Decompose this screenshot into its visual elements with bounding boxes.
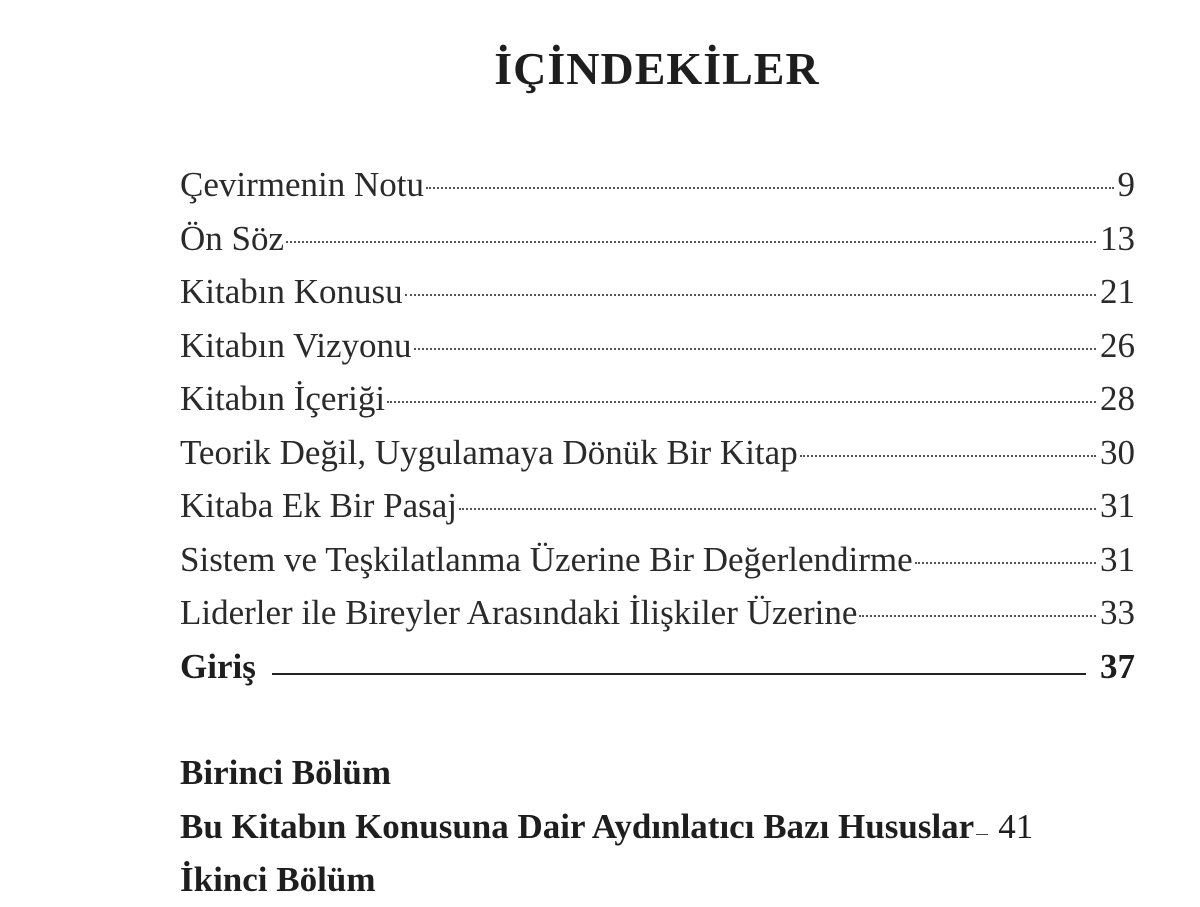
dot-leader xyxy=(459,508,1096,510)
toc-entry xyxy=(180,158,1135,212)
dot-leader xyxy=(859,615,1096,617)
dot-leader xyxy=(387,401,1096,403)
dot-leader xyxy=(405,294,1096,296)
toc-entry-intro xyxy=(180,640,1135,694)
toc-entry-page: 37 xyxy=(1100,646,1135,686)
dot-leader xyxy=(414,348,1096,350)
toc-entry-chapter xyxy=(180,800,1135,854)
toc-entry-page: 31 xyxy=(1100,486,1135,525)
toc-entry-label: Kitabın Konusu xyxy=(180,272,403,311)
toc-entry-page: 26 xyxy=(1100,325,1135,365)
toc-entry-page: 28 xyxy=(1100,379,1135,418)
line-leader xyxy=(976,834,988,835)
toc-entry-page: 9 xyxy=(1117,165,1135,204)
toc-entry-page: 33 xyxy=(1100,593,1135,632)
toc-entry xyxy=(180,479,1135,533)
toc-entry-page: 31 xyxy=(1100,539,1135,579)
toc-entry xyxy=(180,426,1135,480)
toc-entry-page: 41 xyxy=(998,806,1034,846)
toc-entry xyxy=(180,212,1135,266)
dot-leader xyxy=(915,562,1096,564)
toc-entry-label: Kitaba Ek Bir Pasaj xyxy=(180,486,458,525)
toc-entry-label: Giriş xyxy=(180,646,256,686)
toc-entry-label: Sistem ve Teşkilatlanma Üzerine Bir Değerlendirme xyxy=(180,539,913,579)
line-leader xyxy=(272,673,1086,675)
toc-entry-label: Kitabın Vizyonu xyxy=(180,325,412,365)
toc-entry xyxy=(180,586,1135,640)
toc-entry xyxy=(180,533,1135,587)
toc-entry-label: Çevirmenin Notu xyxy=(180,165,424,204)
toc-entry-label: Teorik Değil, Uygulamaya Dönük Bir Kitap xyxy=(180,432,798,472)
dot-leader xyxy=(800,455,1096,457)
toc-entry xyxy=(180,319,1135,373)
toc-entry-label: Liderler ile Bireyler Arasındaki İlişkiler Üzerine xyxy=(180,593,858,632)
page-title: İÇİNDEKİLER xyxy=(494,43,820,94)
section-spacer xyxy=(180,693,1135,746)
dot-leader xyxy=(286,241,1096,243)
table-of-contents xyxy=(180,158,1135,907)
chapter-heading: Birinci Bölüm xyxy=(180,753,391,792)
toc-entry-label: Kitabın İçeriği xyxy=(180,379,386,418)
toc-entry xyxy=(180,372,1135,426)
toc-entry-label: Bu Kitabın Konusuna Dair Aydınlatıcı Bazı Hususlar xyxy=(180,806,975,846)
chapter-heading: İkinci Bölüm xyxy=(180,860,376,899)
toc-entry-page: 30 xyxy=(1100,432,1135,472)
toc-entry-page: 21 xyxy=(1100,272,1135,311)
toc-entry-label: Ön Söz xyxy=(180,218,285,258)
dot-leader xyxy=(426,187,1114,189)
toc-entry xyxy=(180,265,1135,319)
toc-entry-page: 13 xyxy=(1100,218,1135,258)
